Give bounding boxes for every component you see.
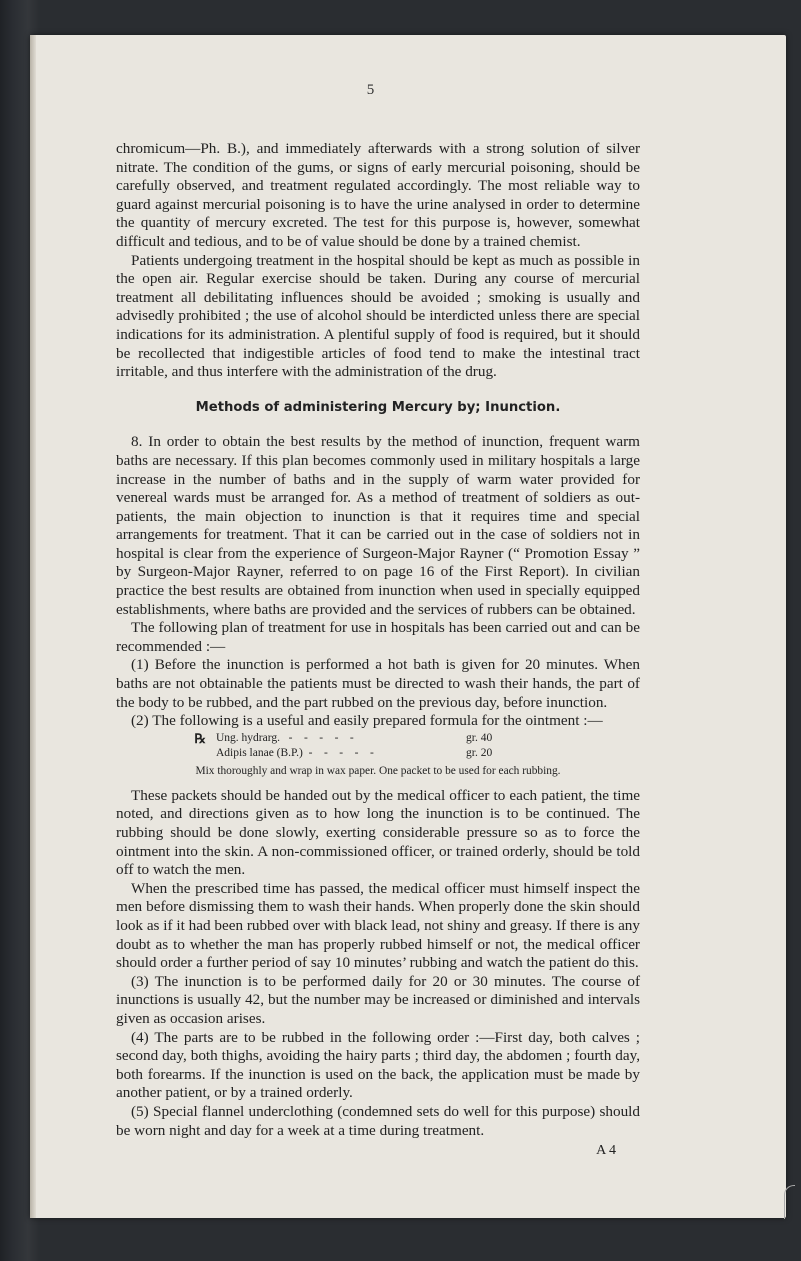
paragraph: (5) Special flannel underclothing (condemned sets do well for this purpose) should be worn night and day for a week at a time during treatment.: [116, 1102, 640, 1139]
formula-row: [116, 746, 640, 761]
section-heading: Methods of administering Mercury by; Inunction.: [195, 399, 561, 415]
paragraph: chromicum—Ph. B.), and immediately afterwards with a strong solution of silver nitrate. The condition of the gums, or signs of early mercurial poisoning, should be carefully observed, and treatment regulated accordingly. The most reliable way to guard against mercurial poisoning is to have the urine analysed in order to determine the quantity of mercury excreted. The test for this purpose is, however, somewhat difficult and tedious, and to be of value should be done by a trained chemist.: [116, 140, 640, 250]
page-number: 5: [366, 82, 375, 98]
page-corner-curl: [784, 1185, 795, 1219]
formula-quantity: gr. 40: [466, 731, 493, 744]
paragraph: When the prescribed time has passed, the medical officer must himself inspect the men before dismissing them to wash their hands. When properly done the skin should look as if it had been rubbed over with black lead, not shiny and greasy. If there is any doubt as to whether the man has properly rubbed himself or not, the medical officer should order a further period of say 10 minutes’ rubbing and watch the patient do this.: [116, 879, 640, 972]
paragraph: (2) The following is a useful and easily prepared formula for the ointment :—: [131, 712, 603, 730]
paragraph: The following plan of treatment for use in hospitals has been carried out and can be recommended :—: [116, 619, 640, 655]
paragraph: Patients undergoing treatment in the hospital should be kept as much as possible in the open air. Regular exercise should be taken. During any course of mercurial treatment all debilitating influences should be avoided ; smoking is usually and advisedly prohibited ; the use of alcohol should be interdicted unless there are special indications for its administration. A plentiful supply of food is required, but it should be recollected that indigestible articles of food tend to make the intestinal tract irritable, and thus interfere with the administration of the drug.: [116, 251, 640, 381]
page-edge: [30, 35, 36, 1218]
page-body: [116, 140, 640, 1161]
paragraph: (1) Before the inunction is performed a hot bath is given for 20 minutes. When baths are not obtainable the patients must be directed to wash their hands, the part of the body to be rubbed, and the part rubbed on the previous day, before inunction.: [116, 656, 640, 711]
formula-ingredient: Ung. hydrarg. - - - - -: [216, 731, 354, 744]
formula-quantity: gr. 20: [466, 746, 493, 759]
recipe-symbol-icon: ℞: [194, 730, 206, 746]
paragraph: (3) The inunction is to be performed daily for 20 or 30 minutes. The course of inunctions is usually 42, but the number may be increased or diminished and intervals given as occasion arises.: [116, 972, 640, 1027]
formula-note: Mix thoroughly and wrap in wax paper. One packet to be used for each rubbing.: [195, 764, 561, 777]
formula-row: [116, 731, 640, 746]
paragraph: 8. In order to obtain the best results by the method of inunction, frequent warm baths are necessary. If this plan becomes commonly used in military hospitals a large increase in the number of baths and in the supply of warm water provided for venereal wards must be arranged for. As a method of treatment of soldiers as out-patients, the main objection to inunction is that it requires time and special arrangements for treatment. That it can be carried out in the case of soldiers not in hospital is clear from the experience of Surgeon-Major Rayner (“ Promotion Essay ” by Surgeon-Major Rayner, referred to on page 16 of the First Report). In civilian practice the best results are obtained from inunction when used in specially equipped establishments, where baths are provided and the services of rubbers can be obtained.: [116, 433, 640, 618]
paragraph: (4) The parts are to be rubbed in the following order :—First day, both calves ; second day, both thighs, avoiding the hairy parts ; third day, the abdomen ; fourth day, both forearms. If the inunction is used on the back, the application must be made by another patient, or by a trained orderly.: [116, 1028, 640, 1102]
formula-ingredient: Adipis lanae (B.P.) - - - - -: [216, 746, 374, 759]
paragraph: These packets should be handed out by the medical officer to each patient, the time noted, and directions given as to how long the inunction is to be continued. The rubbing should be done slowly, exerting considerable pressure so as to force the ointment into the skin. A non-commissioned officer, or trained orderly, should be told off to watch the men.: [116, 786, 640, 879]
printer-signature: A 4: [596, 1143, 616, 1159]
ointment-formula: [116, 731, 640, 779]
